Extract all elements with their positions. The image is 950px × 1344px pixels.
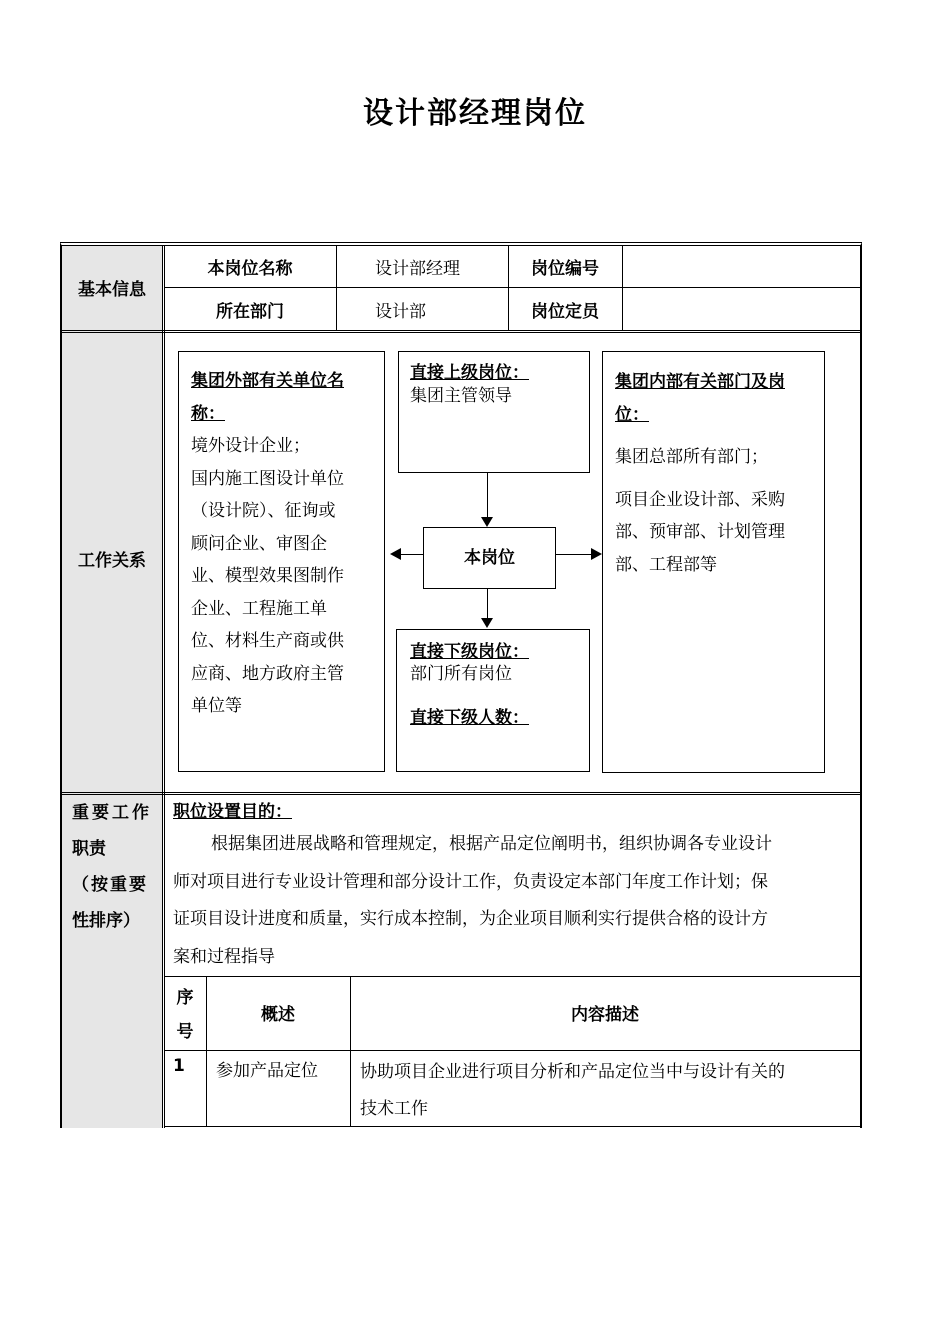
- superior-value: 集团主管领导: [410, 386, 512, 406]
- duties-label-line: 性排序）: [72, 911, 140, 931]
- external-unit-line: （设计院）、征询或: [191, 501, 336, 521]
- section-label-basic: 基本信息: [78, 280, 146, 300]
- external-units-heading-line1: 集团外部有关单位名: [191, 371, 344, 391]
- section-label-relations: 工作关系: [78, 551, 146, 571]
- external-units-content: [191, 365, 377, 723]
- header-no-line1: 序: [176, 988, 194, 1008]
- subordinate-value: 部门所有岗位: [410, 664, 512, 684]
- header-no: [164, 981, 206, 1049]
- external-unit-line: 境外设计企业；: [191, 436, 310, 456]
- internal-line: 部、工程部等: [615, 554, 717, 575]
- subordinate-heading: 直接下级岗位：: [410, 642, 529, 662]
- label-headcount: 岗位定员: [531, 302, 599, 322]
- value-department: 设计部: [375, 302, 426, 322]
- external-unit-line: 位、材料生产商或供: [191, 631, 344, 651]
- label-position-code: 岗位编号: [531, 259, 599, 279]
- header-no-line2: 号: [176, 1022, 194, 1042]
- arrow-right-icon: [591, 548, 602, 560]
- row-content-line2: 技术工作: [360, 1099, 428, 1119]
- external-unit-line: 单位等: [191, 696, 242, 716]
- purpose-text: [173, 826, 853, 976]
- arrow-left-icon: [390, 548, 401, 560]
- purpose-heading: 职位设置目的：: [173, 802, 292, 822]
- subordinate-count-heading: 直接下级人数：: [410, 708, 529, 728]
- internal-line: 项目企业设计部、采购: [615, 489, 785, 510]
- duties-label-line: 重要工作: [72, 803, 152, 823]
- superior-heading: 直接上级岗位：: [410, 363, 529, 383]
- external-unit-line: 企业、工程施工单: [191, 598, 327, 619]
- header-content: 内容描述: [571, 1005, 639, 1025]
- internal-heading-line1: 集团内部有关部门及岗: [615, 372, 785, 392]
- purpose-line: 案和过程指导: [173, 946, 275, 967]
- external-units-heading-line2: 称：: [191, 403, 225, 424]
- label-position-name: 本岗位名称: [207, 259, 293, 279]
- row-content: [360, 1054, 855, 1128]
- header-summary: 概述: [261, 1005, 295, 1025]
- purpose-line: 师对项目进行专业设计管理和部分设计工作，负责设定本部门年度工作计划；保: [173, 871, 768, 892]
- external-unit-line: 国内施工图设计单位: [191, 468, 344, 489]
- label-department: 所在部门: [216, 302, 284, 322]
- external-units-heading-wrap: [191, 398, 377, 431]
- section-label-column: [62, 246, 162, 1128]
- internal-heading-line2: 位：: [615, 404, 649, 425]
- row-content-line1: 协助项目企业进行项目分析和产品定位当中与设计有关的: [360, 1062, 785, 1082]
- purpose-line: 证项目设计进度和质量，实行成本控制，为企业项目顺利实行提供合格的设计方: [173, 909, 768, 929]
- self-label: 本岗位: [464, 548, 515, 568]
- internal-line: 部、预审部、计划管理: [615, 522, 785, 542]
- external-unit-line: 顾问企业、审图企: [191, 533, 327, 554]
- internal-line: 集团总部所有部门；: [615, 447, 768, 467]
- row-no: 1: [173, 1056, 185, 1076]
- external-unit-line: 业、模型效果图制作: [191, 566, 344, 586]
- internal-departments-content: [615, 366, 819, 581]
- external-unit-line: 应商、地方政府主管: [191, 663, 344, 684]
- page-title: 设计部经理岗位: [363, 96, 587, 131]
- section-label-duties: [72, 795, 160, 939]
- row-summary: 参加产品定位: [216, 1061, 318, 1081]
- value-position-name: 设计部经理: [375, 259, 460, 279]
- duties-label-line: （按重要: [72, 875, 148, 895]
- purpose-line: 根据集团进展战略和管理规定，根据产品定位阐明书，组织协调各专业设计: [211, 834, 772, 854]
- duties-label-line: 职责: [72, 839, 106, 859]
- arrow-down-icon: [481, 618, 493, 629]
